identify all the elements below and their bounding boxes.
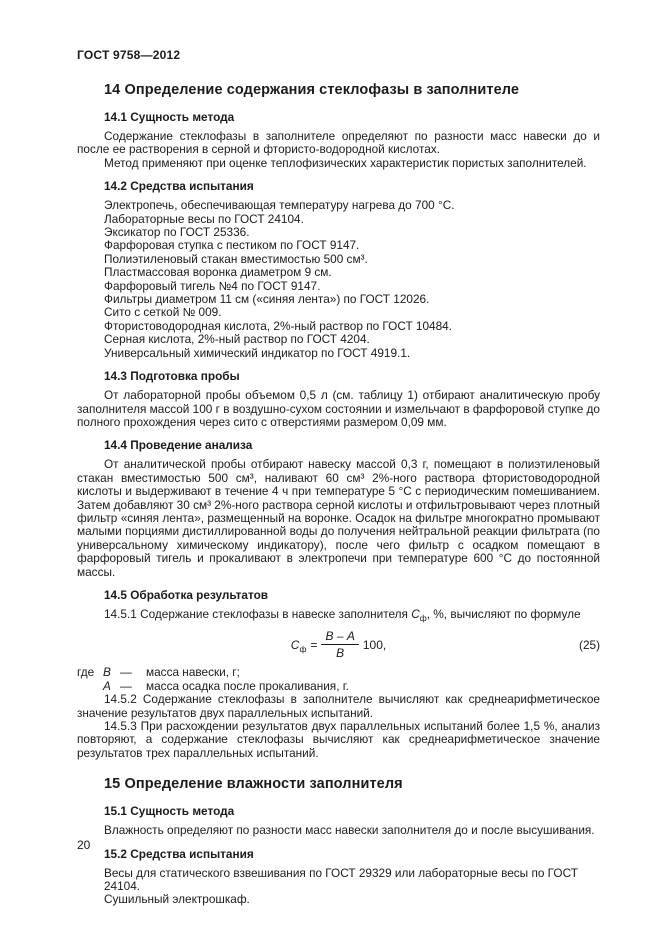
para-14-1-a: Содержание стеклофазы в заполнителе определяют по разности масс навески до и после ее растворения в серной и фтористо-водородной кислотах. xyxy=(77,129,600,157)
section-15-heading: 15 Определение влажности заполнителя xyxy=(104,776,403,793)
para-14-5-1 xyxy=(77,608,600,621)
subsection-14-3-heading: 14.3 Подготовка пробы xyxy=(104,369,240,384)
legend-symbol: А xyxy=(103,678,111,693)
equipment-list-item: Серная кислота, 2%-ный раствор по ГОСТ 4204. xyxy=(104,332,370,347)
para-14-5-3: 14.5.3 При расхождении результатов двух параллельных испытаний более 1,5 %, анализ повторяют, а содержание стеклофазы вычисляют как среднеарифметическое значение результатов трех параллельных испытаний. xyxy=(77,719,600,760)
fraction-numerator: В – А xyxy=(321,629,358,645)
equipment-list-item: Фарфоровая ступка с пестиком по ГОСТ 9147. xyxy=(104,238,360,253)
formula-equals: = xyxy=(310,637,318,652)
subsection-15-1-heading: 15.1 Сущность метода xyxy=(104,804,235,819)
para-14-4: От аналитической пробы отбирают навеску массой 0,3 г, помещают в полиэтиленовый стакан вместимостью 500 см³, наливают 60 см³ 2%-ного раствора фтористоводородной кислоты и выдерживают в течение 4 ч при температуре 5 °С с периодическим помешиванием. Затем добавляют 30 см³ 2%-ного раствора серной кислоты и отфильтровывают через плотный фильтр «синяя лента», размещенный на воронке. Осадок на фильтре многократно промывают малыми порциями дистиллированной воды до получения нейтральной реакции фильтрата (по универсальному химическому индикатору), после чего фильтр с осадком помещают в фарфоровый тигель и прокаливают в электропечи при температуре 600 °С до постоянной массы. xyxy=(77,457,600,579)
equipment-list-item: Пластмассовая воронка диаметром 9 см. xyxy=(104,265,332,280)
equipment-list-item: Универсальный химический индикатор по ГОСТ 4919.1. xyxy=(104,345,411,360)
legend-dash: — xyxy=(120,678,132,693)
legend-row-a xyxy=(77,680,600,693)
legend-text: масса навески, г; xyxy=(146,665,240,680)
fraction-denominator: В xyxy=(336,646,345,661)
section-14-heading: 14 Определение содержания стеклофазы в заполнителе xyxy=(104,82,520,98)
formula-25-row xyxy=(77,629,600,660)
equipment-list-item: Весы для статического взвешивания по ГОСТ 29329 или лабораторные весы по ГОСТ 24104. xyxy=(104,865,578,894)
equipment-list-item: Сито с сеткой № 009. xyxy=(104,305,222,320)
equipment-list-item: Фильтры диаметром 11 см («синяя лента») по ГОСТ 12026. xyxy=(104,292,430,307)
formula-multiplier: 100, xyxy=(362,637,387,652)
subsection-15-2-heading: 15.2 Средства испытания xyxy=(104,846,254,861)
para-14-5-1-text: 14.5.1 Содержание стеклофазы в навеске заполнителя xyxy=(104,606,412,621)
para-15-1-list xyxy=(104,824,600,837)
equipment-list-item: Электропечь, обеспечивающая температуру нагрева до 700 °С. xyxy=(104,198,455,213)
legend-intro: где xyxy=(77,665,95,680)
legend-text: масса осадка после прокаливания, г. xyxy=(146,678,349,693)
subsection-14-5-heading: 14.5 Обработка результатов xyxy=(104,587,269,602)
glass-content-symbol: С xyxy=(411,606,420,621)
legend-dash: — xyxy=(120,665,132,680)
equipment-list-item: Фарфоровый тигель №4 по ГОСТ 9147. xyxy=(104,278,321,293)
equipment-list-item: Лабораторные весы по ГОСТ 24104. xyxy=(104,211,304,226)
equation-number: (25) xyxy=(579,637,600,652)
equipment-list-item: Полиэтиленовый стакан вместимостью 500 см³. xyxy=(104,251,368,266)
formula-legend xyxy=(77,666,600,693)
page-number: 20 xyxy=(77,838,91,852)
formula-lhs: $С_ф$ xyxy=(290,637,307,654)
para-14-1-b: Метод применяют при оценке теплофизических характеристик пористых заполнителей. xyxy=(104,155,587,170)
equipment-list-item: Эксикатор по ГОСТ 25336. xyxy=(104,225,250,240)
subsection-14-4-heading: 14.4 Проведение анализа xyxy=(104,438,253,453)
legend-row-b xyxy=(77,666,600,679)
formula-fraction xyxy=(321,629,358,660)
legend-symbol: В xyxy=(103,665,111,680)
formula-25 xyxy=(291,629,386,660)
glass-content-subscript: ф xyxy=(419,612,427,623)
para-15-1: Влажность определяют по разности масс навески заполнителя до и после высушивания. xyxy=(104,823,595,838)
para-14-5-2: 14.5.2 Содержание стеклофазы в заполнителе вычисляют как среднеарифметическое значение результатов двух параллельных испытаний. xyxy=(77,692,600,720)
subsection-14-2-heading: 14.2 Средства испытания xyxy=(104,179,254,194)
equipment-list-item: Фтористоводородная кислота, 2%-ный раствор по ГОСТ 10484. xyxy=(104,318,453,333)
equipment-list-15-2 xyxy=(104,867,600,907)
equipment-list-item: Сушильный электрошкаф. xyxy=(104,892,250,907)
equipment-list-14-2 xyxy=(104,199,600,360)
subsection-14-1-heading: 14.1 Сущность метода xyxy=(104,110,235,124)
para-14-5-1-text-after: , %, вычисляют по формуле xyxy=(426,606,581,621)
running-head: ГОСТ 9758—2012 xyxy=(77,48,181,62)
para-14-3: От лабораторной пробы объемом 0,5 л (см. таблицу 1) отбирают аналитическую пробу заполнителя массой 100 г в воздушно-сухом состоянии и измельчают в фарфоровой ступке до полного прохождения через сито с отверстиями размером 0,09 мм. xyxy=(77,388,600,429)
